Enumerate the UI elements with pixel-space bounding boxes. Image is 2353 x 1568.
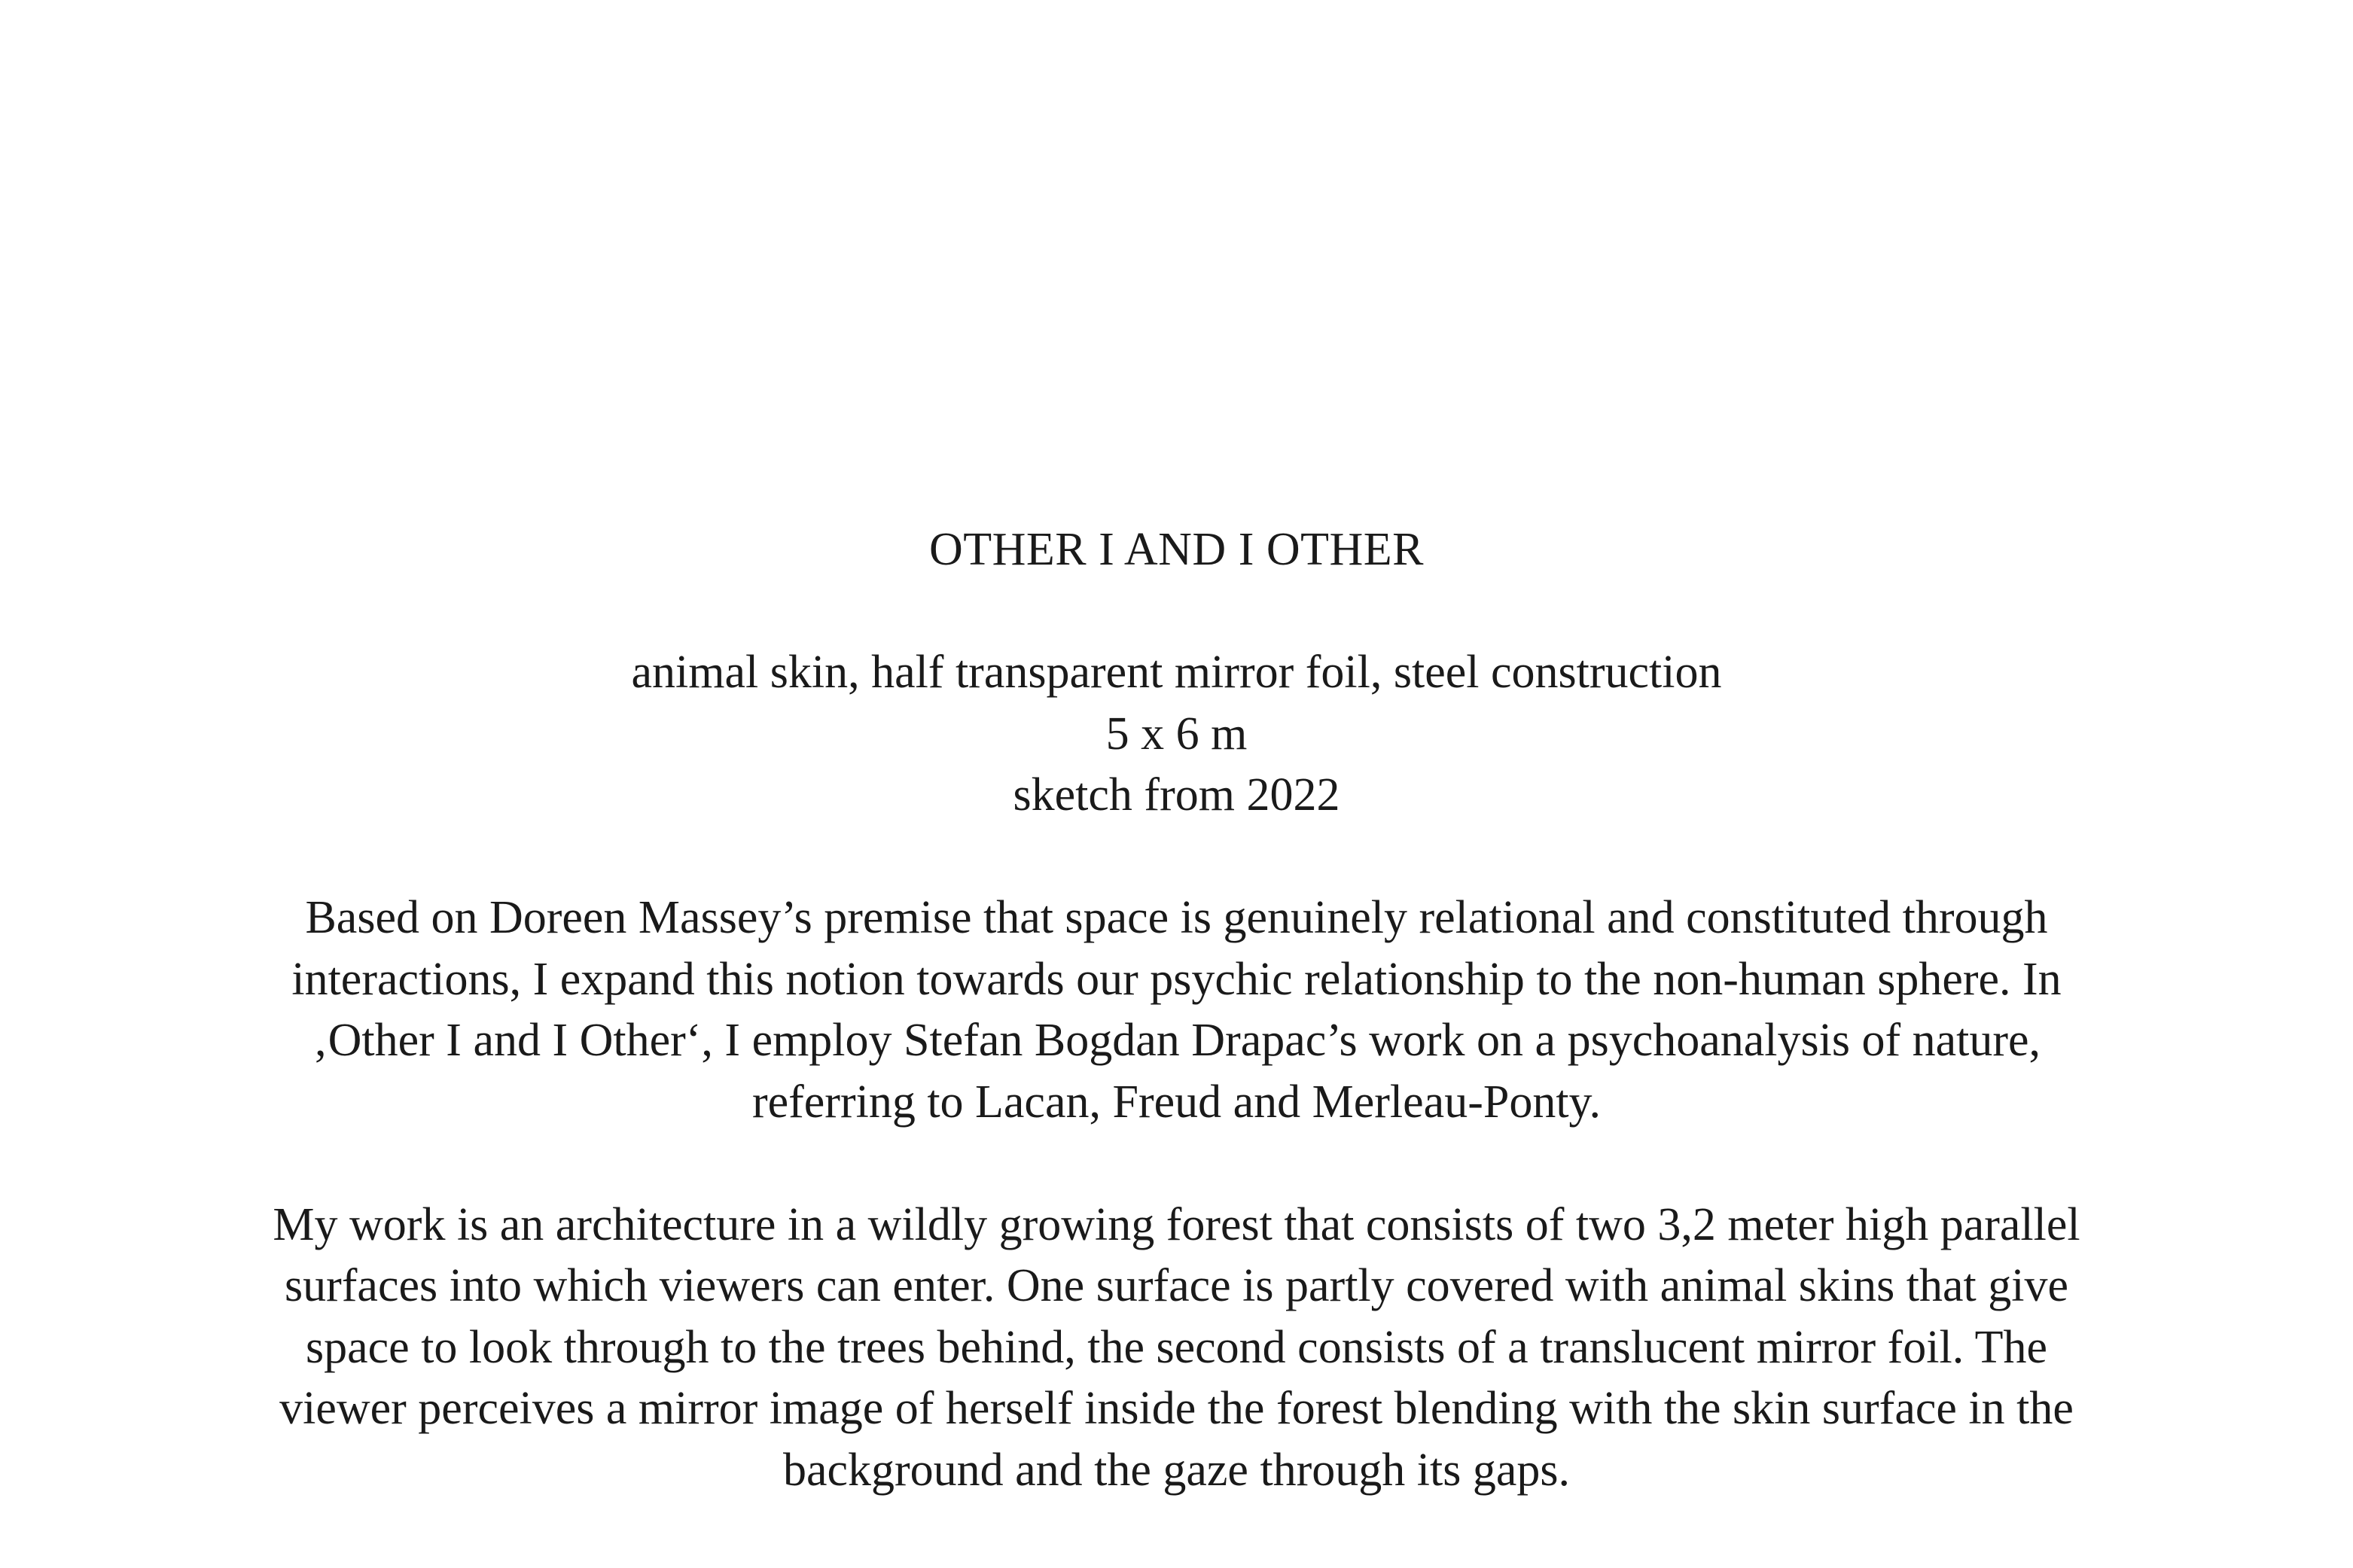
artwork-details [256, 642, 2097, 827]
artwork-date: sketch from 2022 [1013, 769, 1340, 821]
paragraph-line: referring to Lacan, Freud and Merleau-Ponty. [751, 1076, 1602, 1128]
paragraph-line: Based on Doreen Massey’s premise that space is genuinely relational and constituted through [305, 892, 2048, 943]
paragraph-line: ‚Other I and I Other‘, I employ Stefan Bogdan Drapac’s work on a psychoanalysis of nature, [312, 1015, 2041, 1066]
paragraph-line: viewer perceives a mirror image of herself inside the forest blending with the skin surface in the [279, 1383, 2074, 1434]
paragraph-line: surfaces into which viewers can enter. One surface is partly covered with animal skins that give [285, 1260, 2068, 1311]
spacer [256, 827, 2097, 888]
paragraph-line: space to look through to the trees behind, the second consists of a translucent mirror foil. The [306, 1321, 2047, 1373]
spacer [256, 1133, 2097, 1195]
paragraph-line: My work is an architecture in a wildly growing forest that consists of two 3,2 meter high parallel [273, 1198, 2080, 1250]
artwork-description [256, 519, 2097, 1501]
artwork-dimensions: 5 x 6 m [1105, 708, 1248, 760]
paragraph-line: background and the gaze through its gaps. [782, 1444, 1571, 1496]
paragraph-work [256, 1195, 2097, 1502]
spacer [256, 581, 2097, 643]
paragraph-concept [256, 888, 2097, 1133]
artwork-materials: animal skin, half transparent mirror foil, steel construction [631, 647, 1722, 698]
artwork-title: OTHER I AND I OTHER [929, 524, 1424, 575]
paragraph-line: interactions, I expand this notion towards our psychic relationship to the non-human sphere. In [291, 953, 2062, 1005]
